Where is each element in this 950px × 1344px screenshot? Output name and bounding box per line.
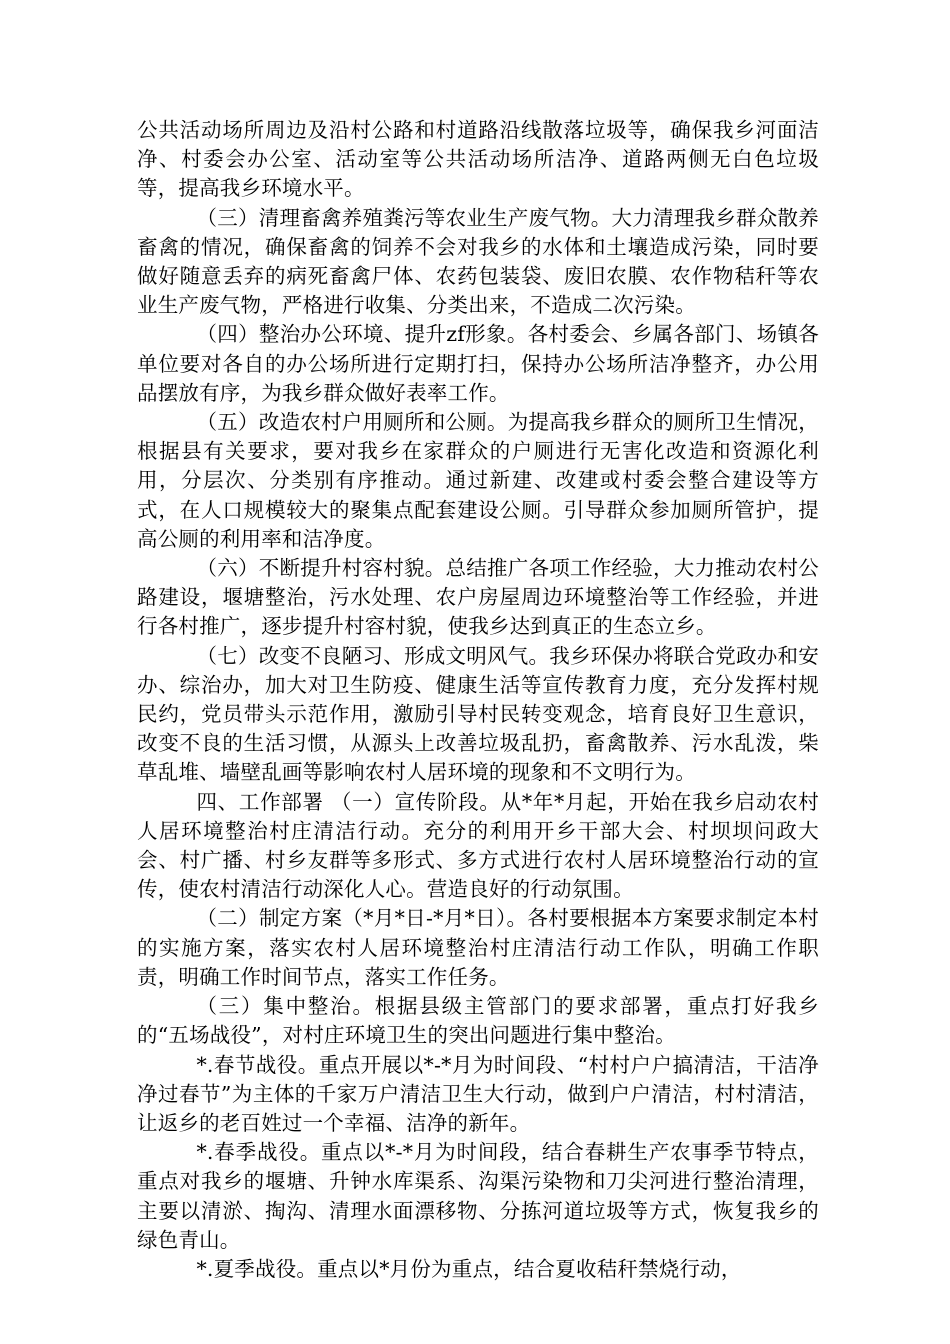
paragraph-spring-campaign: *.春季战役。重点以*-*月为时间段，结合春耕生产农事季节特点，重点对我乡的堰塘、升钟水库渠系、沟渠污染物和刀尖河进行整治清理，主要以清淤、掏沟、清理水面漂移物、分拣河道垃圾等方式，恢复我乡的绿色青山。 xyxy=(137,1140,819,1252)
paragraph-summer-campaign: *.夏季战役。重点以*月份为重点，结合夏收秸秆禁烧行动， xyxy=(196,1256,742,1281)
paragraph-spring-festival-campaign: *.春节战役。重点开展以*-*月为时间段、“村村户户搞清洁，干洁净净过春节”为主体的千家万户清洁卫生大行动，做到户户清洁，村村清洁，让返乡的老百姓过一个幸福、洁净的新年。 xyxy=(137,1052,819,1135)
paragraph-concentrated-rectification: （三）集中整治。根据县级主管部门的要求部署，重点打好我乡的“五场战役”，对村庄环境卫生的突出问题进行集中整治。 xyxy=(137,994,819,1048)
paragraph-continuation: 公共活动场所周边及沿村公路和村道路沿线散落垃圾等，确保我乡河面洁净、村委会办公室、活动室等公共活动场所洁净、道路两侧无白色垃圾等，提高我乡环境水平。 xyxy=(137,118,819,201)
paragraph-work-deployment: 四、工作部署 （一）宣传阶段。从*年*月起，开始在我乡启动农村人居环境整治村庄清洁行动。充分的利用开乡干部大会、村坝坝问政大会、村广播、村乡友群等多形式、多方式进行农村人居环境整治行动的宣传，使农村清洁行动深化人心。营造良好的行动氛围。 xyxy=(137,789,819,902)
paragraph-civilized-habits: （七）改变不良陋习、形成文明风气。我乡环保办将联合党政办和安办、综治办，加大对卫生防疫、健康生活等宣传教育力度，充分发挥村规民约，党员带头示范作用，激励引导村民转变观念，培育良好卫生意识，改变不良的生活习惯，从源头上改善垃圾乱扔，畜禽散养、污水乱泼，柴草乱堆、墙壁乱画等影响农村人居环境的现象和不文明行为。 xyxy=(137,643,819,785)
paragraph-office-environment: （四）整治办公环境、提升zf形象。各村委会、乡属各部门、场镇各单位要对各自的办公场所进行定期打扫，保持办公场所洁净整齐，办公用品摆放有序，为我乡群众做好表率工作。 xyxy=(137,322,819,405)
paragraph-village-appearance: （六）不断提升村容村貌。总结推广各项工作经验，大力推动农村公路建设，堰塘整治，污水处理、农户房屋周边环境整治等工作经验，并进行各村推广，逐步提升村容村貌，使我乡达到真正的生态立乡。 xyxy=(137,556,819,639)
document-body xyxy=(137,116,819,1284)
paragraph-livestock-waste: （三）清理畜禽养殖粪污等农业生产废气物。大力清理我乡群众散养畜禽的情况，确保畜禽的饲养不会对我乡的水体和土壤造成污染，同时要做好随意丢弃的病死畜禽尸体、农药包装袋、废旧农膜、农作物秸秆等农业生产废气物，严格进行收集、分类出来，不造成二次污染。 xyxy=(137,205,819,318)
paragraph-formulate-plan: （二）制定方案（*月*日-*月*日）。各村要根据本方案要求制定本村的实施方案，落实农村人居环境整治村庄清洁行动工作队，明确工作职责，明确工作时间节点，落实工作任务。 xyxy=(137,906,819,989)
paragraph-toilet-reform: （五）改造农村户用厕所和公厕。为提高我乡群众的厕所卫生情况，根据县有关要求，要对我乡在家群众的户厕进行无害化改造和资源化利用，分层次、分类别有序推动。通过新建、改建或村委会整合建设等方式，在人口规模较大的聚集点配套建设公厕。引导群众参加厕所管护，提高公厕的利用率和洁净度。 xyxy=(137,410,819,551)
